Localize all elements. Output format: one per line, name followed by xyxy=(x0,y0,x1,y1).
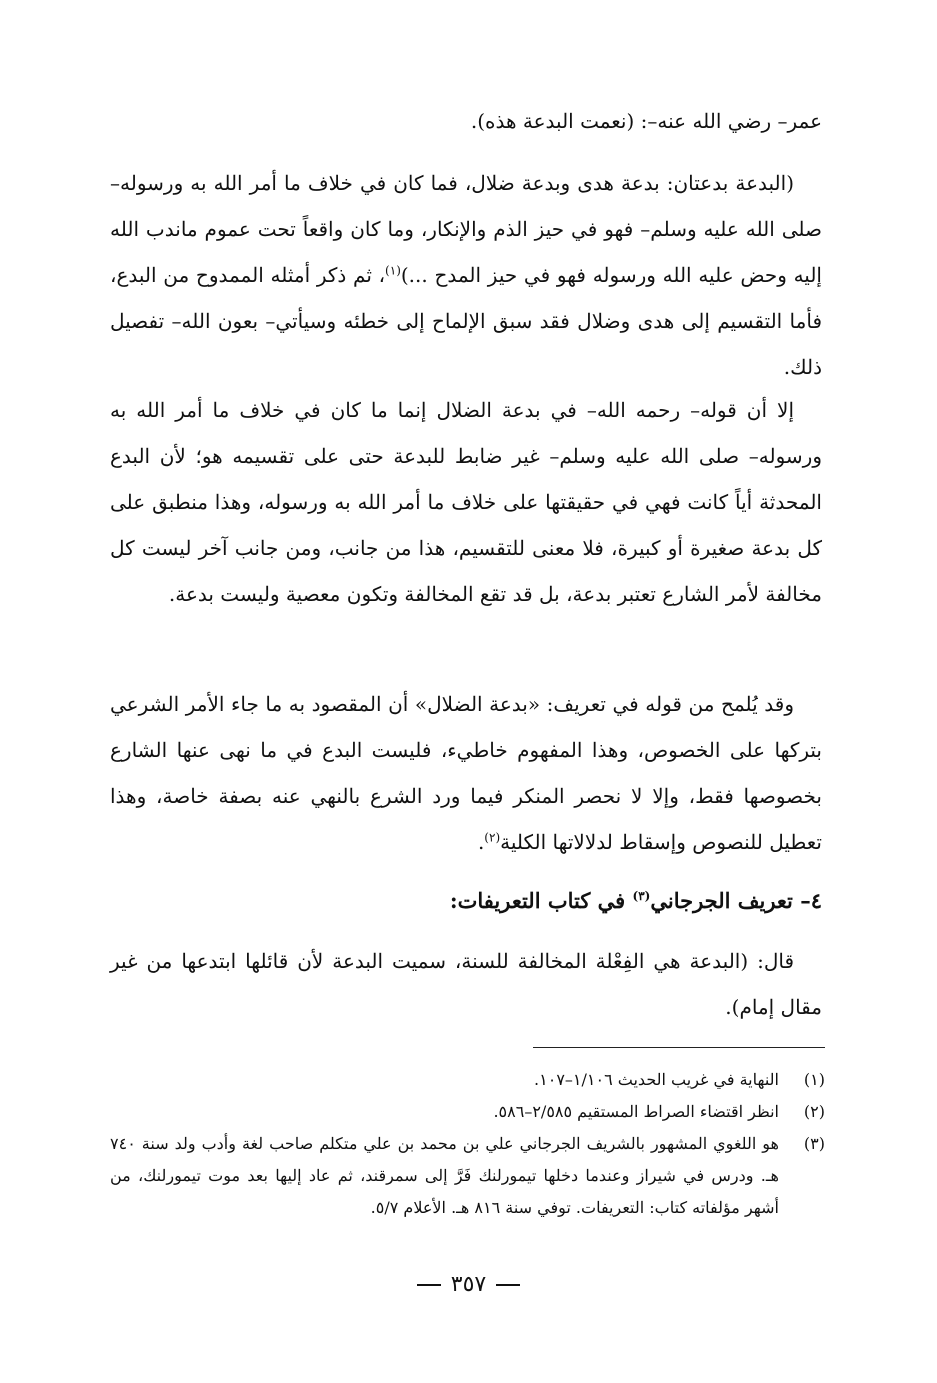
paragraph-jurjani-quote xyxy=(110,938,822,1030)
footnote-number: (١) xyxy=(803,1070,825,1089)
footnote-number: (٢) xyxy=(803,1102,825,1121)
footnote-text: انظر اقتضاء الصراط المستقيم ٢/٥٨٥–٥٨٦. xyxy=(493,1102,779,1121)
footnote-text: النهاية في غريب الحديث ١/١٠٦–١٠٧. xyxy=(534,1070,779,1089)
paragraph-text: إلا أن قوله– رحمه الله– في بدعة الضلال إنما ما كان في خلاف ما أمر الله به ورسوله– صلى الله عليه وسلم– غير ضابط للبدعة حتى على تقسيمه هو؛ لأن البدع المحدثة أياً كانت فهي في حقيقتها على خلاف ما أمر الله به ورسوله، وهذا منطبق على كل بدعة صغيرة أو كبيرة، فلا معنى للتقسيم، هذا من جانب، ومن جانب آخر ليست كل مخالفة لأمر الشارع تعتبر بدعة، بل قد تقع المخالفة وتكون معصية وليست بدعة. xyxy=(110,398,822,606)
paragraph-text: وقد يُلمح من قوله في تعريف: «بدعة الضلال» أن المقصود به ما جاء الأمر الشرعي بتركها على الخصوص، وهذا المفهوم خاطيء، فليست البدع في ما نهى عنها الشارع بخصوصها فقط، وإلا لا نحصر المنكر فيما ورد الشرع بالنهي عنه بصفة خاصة، وهذا تعطيل للنصوص وإسقاط لدلالاتها الكلية xyxy=(110,692,822,854)
paragraph-umar-quote xyxy=(110,98,822,144)
page-number-value: ٣٥٧ xyxy=(450,1272,487,1297)
heading-subtitle: في كتاب التعريفات: xyxy=(449,888,633,913)
paragraph-critique xyxy=(110,387,822,617)
paragraph-text: ، ثم ذكر أمثله الممدوح من البدع، فأما التقسيم إلى هدى وضلال فقد سبق الإلماح إلى خطئه وسيأتي– بعون الله– تفصيل ذلك. xyxy=(110,263,822,379)
footnote-item xyxy=(110,1064,825,1096)
footnote-ref-3: (٣) xyxy=(632,889,651,903)
paragraph-end: . xyxy=(477,830,485,854)
footnote-ref-2: (٢) xyxy=(484,830,501,845)
footnote-item xyxy=(110,1128,825,1224)
footnote-item xyxy=(110,1096,825,1128)
paragraph-definition-note xyxy=(110,681,822,865)
footnote-number: (٣) xyxy=(803,1134,825,1153)
footnote-divider xyxy=(533,1047,825,1048)
heading-title: ٤– تعريف الجرجاني xyxy=(650,888,822,913)
page-number xyxy=(0,1265,937,1305)
footnote-text: هو اللغوي المشهور بالشريف الجرجاني علي بن محمد بن علي متكلم صاحب لغة وأدب ولد سنة ٧٤٠ هـ. ودرس في شيراز وعندما دخلها تيمورلنك فَرَّ إلى سمرقند، ثم عاد إليها بعد موت تيمورلنك، من أشهر مؤلفاته كتاب: التعريفات. توفي سنة ٨١٦ هـ. الأعلام ٥/٧. xyxy=(110,1134,779,1217)
footnote-ref-1: (١) xyxy=(385,263,401,278)
paragraph-text: (البدعة بدعتان: بدعة هدى وبدعة ضلال، فما كان في خلاف ما أمر الله به ورسوله– صلى الله عليه وسلم– فهو في حيز الذم والإنكار، وما كان واقعاً تحت عموم ماندب الله إليه وحض عليه الله ورسوله فهو في حيز المدح ...) xyxy=(110,171,822,287)
page-number-dash-right xyxy=(496,1284,520,1286)
section-heading xyxy=(110,879,822,923)
paragraph-text: عمر– رضي الله عنه–: (نعمت البدعة هذه). xyxy=(470,109,822,133)
paragraph-bidah-types xyxy=(110,160,822,390)
page-number-dash-left xyxy=(417,1284,441,1286)
footnotes-list xyxy=(110,1064,825,1224)
paragraph-text: قال: (البدعة هي الفِعْلة المخالفة للسنة، سميت البدعة لأن قائلها ابتدعها من غير مقال إمام). xyxy=(110,949,822,1019)
